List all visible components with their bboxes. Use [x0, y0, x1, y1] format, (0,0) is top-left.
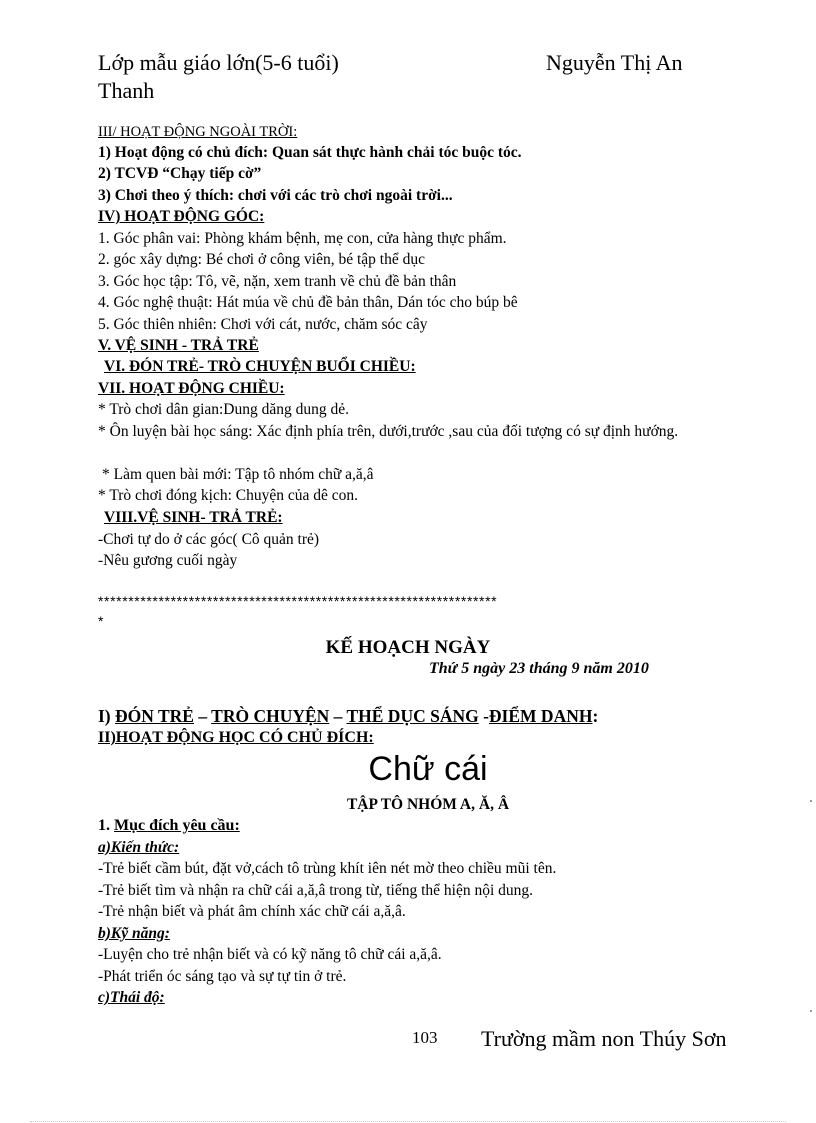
page-bottom-border [30, 1121, 786, 1122]
section-4-item: 3. Góc học tập: Tô, vẽ, nặn, xem tranh về chủ đề bản thân [98, 273, 457, 290]
section-7-item: * Làm quen bài mới: Tập tô nhóm chữ a,ă,â [102, 466, 374, 483]
section-7-item: * Ôn luyện bài học sáng: Xác định phía trên, dưới,trước ,sau của đối tượng có sự định hướng. [98, 423, 679, 440]
separator-stars-end: * [98, 613, 105, 629]
separator-stars: ****************************************************************** [98, 593, 498, 609]
section-4-item: 2. góc xây dựng: Bé chơi ở công viên, bé tập thể dục [98, 251, 425, 268]
part-1-title: I) ĐÓN TRẺ – TRÒ CHUYỆN – THỂ DỤC SÁNG -ĐIỂM DANH: [98, 706, 599, 726]
margin-mark [810, 800, 812, 802]
section-3-title: III/ HOẠT ĐỘNG NGOÀI TRỜI: [98, 124, 298, 140]
skills-item: -Phát triển óc sáng tạo và sự tự tin ở trẻ. [98, 968, 347, 985]
class-label: Lớp mẫu giáo lớn(5-6 tuổi) [98, 50, 339, 75]
school-name: Trường mầm non Thúy Sơn [481, 1026, 727, 1051]
knowledge-item: -Trẻ nhận biết và phát âm chính xác chữ cái a,ă,â. [98, 903, 406, 920]
teacher-name: Nguyễn Thị An [546, 50, 683, 75]
section-8-title: VIII.VỆ SINH- TRẢ TRẺ: [104, 509, 283, 526]
attitude-title: c)Thái độ: [98, 989, 165, 1006]
lesson-topic: TẬP TÔ NHÓM A, Ă, Â [346, 796, 510, 813]
section-4-title: IV) HOẠT ĐỘNG GÓC: [98, 208, 265, 225]
aims-title: 1. Mục đích yêu cầu: [98, 817, 240, 834]
section-4-item: 1. Góc phân vai: Phòng khám bệnh, mẹ con, cửa hàng thực phẩm. [98, 230, 507, 247]
section-6-title: VI. ĐÓN TRẺ- TRÒ CHUYỆN BUỔI CHIỀU: [104, 358, 416, 375]
lesson-subject: Chữ cái [368, 750, 488, 788]
section-5-title: V. VỆ SINH - TRẢ TRẺ [98, 337, 259, 354]
section-3-item: 3) Chơi theo ý thích: chơi với các trò chơi ngoài trời... [98, 187, 453, 204]
knowledge-item: -Trẻ biết tìm và nhận ra chữ cái a,ă,â trong từ, tiếng thể hiện nội dung. [98, 882, 534, 899]
section-4-item: 4. Góc nghệ thuật: Hát múa về chủ đề bản thân, Dán tóc cho búp bê [98, 294, 518, 311]
skills-item: -Luyện cho trẻ nhận biết và có kỹ năng tô chữ cái a,ă,â. [98, 946, 442, 963]
skills-title: b)Kỹ năng: [98, 925, 170, 942]
section-8-item: -Chơi tự do ở các góc( Cô quản trẻ) [98, 531, 320, 548]
teacher-name-continued: Thanh [98, 78, 155, 103]
plan-date: Thứ 5 ngày 23 tháng 9 năm 2010 [429, 660, 649, 677]
section-7-item: * Trò chơi dân gian:Dung dăng dung dẻ. [98, 401, 350, 418]
page-number: 103 [412, 1028, 438, 1047]
section-3-item: 2) TCVĐ “Chạy tiếp cờ” [98, 165, 262, 182]
section-7-title: VII. HOẠT ĐỘNG CHIỀU: [98, 380, 285, 397]
knowledge-title: a)Kiến thức: [98, 839, 180, 856]
section-3-item: 1) Hoạt động có chủ đích: Quan sát thực hành chải tóc buộc tóc. [98, 144, 522, 161]
knowledge-item: -Trẻ biết cầm bút, đặt vở,cách tô trùng khít iên nét mờ theo chiều mũi tên. [98, 860, 557, 877]
margin-mark [810, 1010, 812, 1012]
section-4-item: 5. Góc thiên nhiên: Chơi với cát, nước, chăm sóc cây [98, 316, 428, 333]
plan-title: KẾ HOẠCH NGÀY [325, 637, 491, 658]
part-2-title: II)HOẠT ĐỘNG HỌC CÓ CHỦ ĐÍCH: [98, 729, 374, 746]
section-7-item: * Trò chơi đóng kịch: Chuyện của dê con. [98, 487, 359, 504]
section-8-item: -Nêu gương cuối ngày [98, 552, 238, 569]
